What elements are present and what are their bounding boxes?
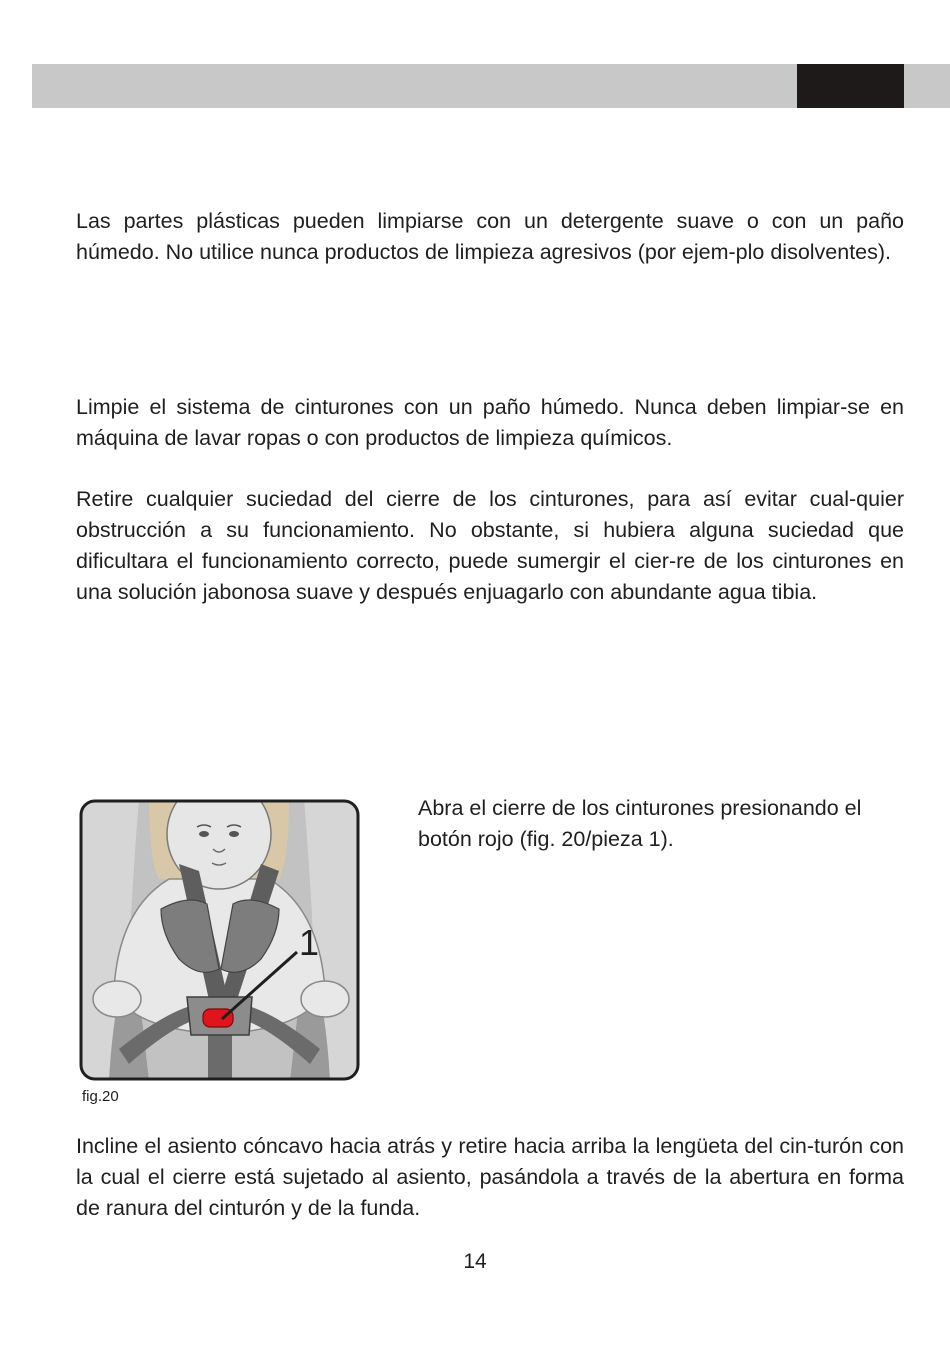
callout-label: 1 xyxy=(299,922,320,963)
page-number: 14 xyxy=(463,1250,487,1273)
header-tab-marker xyxy=(797,64,904,108)
paragraph-plastic-parts: Las partes plásticas pueden limpiarse con un detergente suave o con un paño húmedo. No utilice nunca productos de limpieza agresivos (por ejem-plo disolventes). xyxy=(76,209,904,264)
figure-caption: fig.20 xyxy=(82,1088,119,1105)
paragraph-belt-system: Limpie el sistema de cinturones con un paño húmedo. Nunca deben limpiar-se en máquina de lavar ropas o con productos de limpieza químicos. xyxy=(76,395,904,450)
paragraph-buckle-cleaning: Retire cualquier suciedad del cierre de los cinturones, para así evitar cual-quier obstrucción a su funcionamiento. No obstante, si hubiera alguna suciedad que dificultara el funcionamiento correcto, puede sumergir el cier-re de los cinturones en una solución jabonosa suave y después enjuagarlo con abundante agua tibia. xyxy=(76,487,904,604)
paragraph-tilt-seat: Incline el asiento cóncavo hacia atrás y retire hacia arriba la lengüeta del cin-turón con la cual el cierre está sujetado al asiento, pasándola a través de la abertura en forma de ranura del cinturón y de la funda. xyxy=(76,1134,904,1220)
paragraph-open-buckle: Abra el cierre de los cinturones presionando el botón rojo (fig. 20/pieza 1). xyxy=(418,796,862,851)
fig20-illustration xyxy=(79,799,360,1081)
